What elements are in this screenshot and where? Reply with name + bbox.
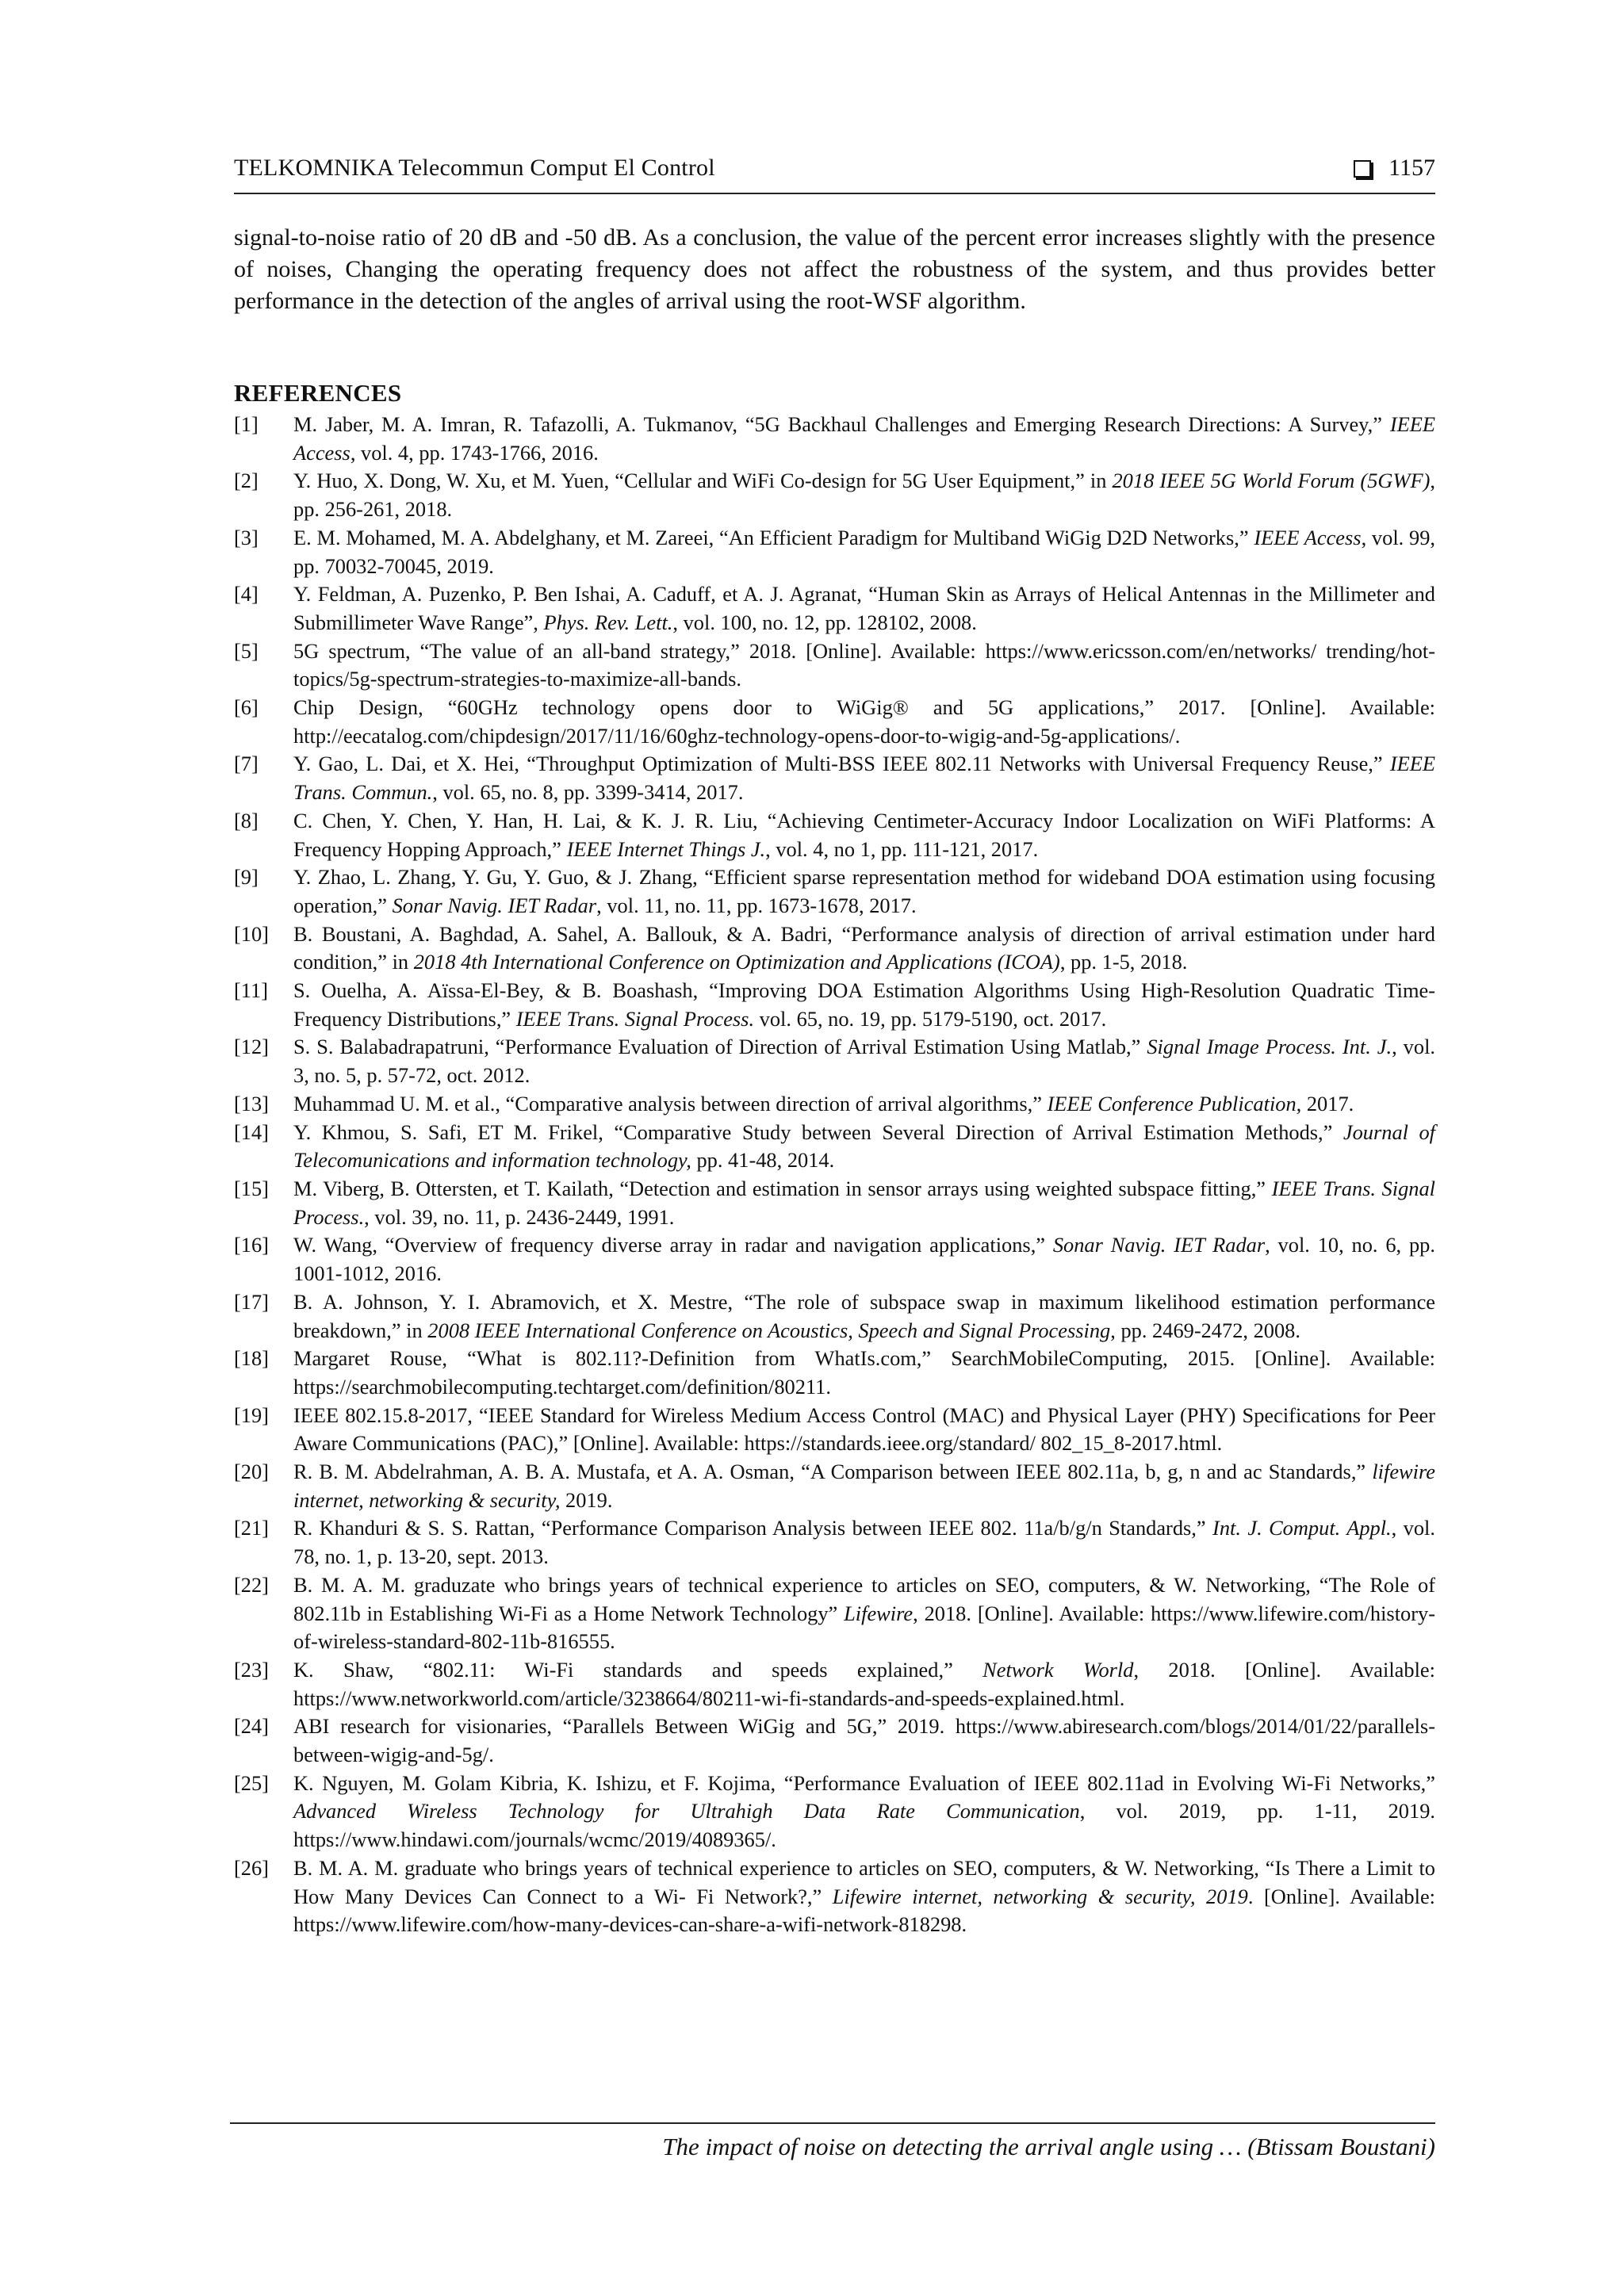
reference-number: [11] bbox=[234, 978, 268, 1003]
reference-text-roman: Y. Feldman, A. Puzenko, P. Ben Ishai, A. Caduff, et A. J. Agranat, “Human Skin as Arrays of Helical Antennas in the Millimeter and Submillimeter Wave Range”, bbox=[293, 582, 1435, 634]
reference-source-italic: Journal of Telecomunications and information technology, bbox=[293, 1119, 1435, 1173]
reference-text bbox=[293, 1119, 1435, 1175]
journal-title: TELKOMNIKA Telecommun Comput El Control bbox=[234, 155, 715, 181]
reference-number: [16] bbox=[234, 1233, 269, 1257]
reference-number: [20] bbox=[234, 1460, 269, 1484]
reference-text bbox=[293, 580, 1435, 637]
running-footer: The impact of noise on detecting the arrival angle using … (Btissam Boustani) bbox=[662, 2133, 1435, 2160]
reference-text-tail: , vol. 10, no. 6, pp. 1001-1012, 2016. bbox=[293, 1233, 1435, 1286]
reference-text-roman: W. Wang, “Overview of frequency diverse array in radar and navigation applications,” bbox=[293, 1233, 1053, 1257]
reference-source-italic: IEEE Internet Things J. bbox=[566, 836, 766, 861]
reference-item bbox=[234, 1854, 1435, 1939]
reference-number: [3] bbox=[234, 525, 259, 549]
reference-text bbox=[293, 1288, 1435, 1345]
reference-source-italic: Advanced Wireless Technology for Ultrahigh Data Rate Communication bbox=[293, 1799, 1080, 1823]
reference-text bbox=[293, 1854, 1435, 1939]
reference-text-tail: , vol. 99, pp. 70032-70045, 2019. bbox=[293, 525, 1435, 578]
reference-text-roman: Y. Huo, X. Dong, W. Xu, et M. Yuen, “Cellular and WiFi Co-design for 5G User Equipment,” in bbox=[293, 469, 1113, 493]
reference-text-roman: B. A. Johnson, Y. I. Abramovich, et X. Mestre, “The role of subspace swap in maximum likelihood estimation performance breakdown,” in bbox=[293, 1289, 1435, 1342]
reference-number: [26] bbox=[234, 1855, 269, 1880]
reference-source-italic: Phys. Rev. Lett. bbox=[543, 610, 673, 634]
reference-text-tail: , vol. 65, no. 8, pp. 3399-3414, 2017. bbox=[432, 780, 744, 805]
reference-number: [22] bbox=[234, 1572, 269, 1597]
reference-text-roman: 5G spectrum, “The value of an all-band strategy,” 2018. [Online]. Available: https://www.ericsson.com/en/networks/ trending/hot-topics/5g-spectrum-strategies-to-maximize-all-bands. bbox=[293, 638, 1435, 691]
reference-source-italic: Signal Image Process. Int. J. bbox=[1147, 1035, 1392, 1059]
reference-number: [15] bbox=[234, 1176, 269, 1200]
reference-item bbox=[234, 1033, 1435, 1089]
reference-source-italic: Lifewire internet, networking & security, 2019 bbox=[832, 1884, 1248, 1908]
reference-text bbox=[293, 1231, 1435, 1288]
reference-number: [12] bbox=[234, 1035, 269, 1059]
reference-text-tail: , vol. 4, no 1, pp. 111-121, 2017. bbox=[765, 836, 1039, 861]
reference-item bbox=[234, 920, 1435, 977]
reference-source-italic: 2008 IEEE International Conference on Acoustics, Speech and Signal Processing bbox=[427, 1318, 1111, 1342]
reference-item bbox=[234, 467, 1435, 523]
reference-number: [21] bbox=[234, 1516, 269, 1540]
reference-text-roman: Muhammad U. M. et al., “Comparative analysis between direction of arrival algorithms,” bbox=[293, 1091, 1048, 1115]
reference-source-italic: Sonar Navig. IET Radar bbox=[392, 893, 597, 917]
reference-text-tail: , 2018. [Online]. Available: https://www.lifewire.com/history-of-wireless-standard-802-11b-816555. bbox=[293, 1601, 1435, 1654]
reference-number: [23] bbox=[234, 1657, 269, 1682]
reference-item bbox=[234, 637, 1435, 694]
reference-item bbox=[234, 1288, 1435, 1345]
reference-text-roman: Y. Zhao, L. Zhang, Y. Gu, Y. Guo, & J. Zhang, “Efficient sparse representation method for wideband DOA estimation using focusing operation,” bbox=[293, 865, 1435, 917]
reference-number: [7] bbox=[234, 752, 259, 776]
reference-text bbox=[293, 1090, 1435, 1119]
reference-source-italic: IEEE Trans. Signal Process. bbox=[293, 1176, 1435, 1229]
reference-text-tail: , vol. 4, pp. 1743-1766, 2016. bbox=[350, 440, 599, 465]
reference-number: [18] bbox=[234, 1346, 269, 1371]
reference-text-tail: , 2018. [Online]. Available: https://www.networkworld.com/article/3238664/80211-wi-fi-standards-and-speeds-explained.html. bbox=[293, 1657, 1435, 1710]
reference-item bbox=[234, 1571, 1435, 1656]
reference-text-tail: , vol. 39, no. 11, p. 2436-2449, 1991. bbox=[364, 1204, 675, 1229]
reference-text bbox=[293, 807, 1435, 863]
reference-text-roman: IEEE 802.15.8-2017, “IEEE Standard for Wireless Medium Access Control (MAC) and Physical Layer (PHY) Specifications for Peer Aware Communications (PAC),” [Online]. Available: https://standards.ieee.org/standard/ 802_15_8-2017.html. bbox=[293, 1402, 1435, 1456]
reference-text-tail: , pp. 1-5, 2018. bbox=[1059, 950, 1188, 974]
reference-text-tail: , vol. 2019, pp. 1-11, 2019. https://www.hindawi.com/journals/wcmc/2019/4089365/. bbox=[293, 1799, 1435, 1852]
reference-item bbox=[234, 807, 1435, 863]
reference-text bbox=[293, 750, 1435, 806]
reference-item bbox=[234, 1090, 1435, 1119]
intro-paragraph: signal-to-noise ratio of 20 dB and -50 dB. As a conclusion, the value of the percent error increases slightly with the presence of noises, Changing the operating frequency does not affect the robustness of the system, and thus provides better performance in the detection of the angles of arrival using the root-WSF algorithm. bbox=[234, 224, 1435, 314]
reference-text-tail: . [Online]. Available: https://www.lifewire.com/how-many-devices-can-share-a-wifi-network-818298. bbox=[293, 1884, 1436, 1937]
reference-text bbox=[293, 863, 1435, 920]
reference-source-italic: IEEE Trans. Commun. bbox=[293, 752, 1435, 805]
reference-number: [10] bbox=[234, 921, 269, 946]
reference-source-italic: IEEE Access bbox=[1254, 525, 1362, 549]
reference-text bbox=[293, 1345, 1435, 1401]
reference-text-tail: , vol. 78, no. 1, p. 13-20, sept. 2013. bbox=[293, 1516, 1435, 1569]
reference-source-italic: Network World bbox=[982, 1657, 1134, 1682]
reference-text-roman: K. Shaw, “802.11: Wi-Fi standards and speeds explained,” bbox=[293, 1657, 983, 1682]
reference-text bbox=[293, 1656, 1435, 1712]
reference-text bbox=[293, 977, 1435, 1033]
reference-text-tail: pp. 41-48, 2014. bbox=[691, 1148, 835, 1173]
footer-divider bbox=[230, 2122, 1435, 2124]
reference-number: [25] bbox=[234, 1770, 269, 1795]
reference-text-roman: M. Jaber, M. A. Imran, R. Tafazolli, A. Tukmanov, “5G Backhaul Challenges and Emerging Research Directions: A Survey,” bbox=[293, 412, 1390, 436]
reference-text bbox=[293, 524, 1435, 580]
reference-source-italic: IEEE Conference Publication, bbox=[1047, 1091, 1302, 1115]
reference-text-roman: B. Boustani, A. Baghdad, A. Sahel, A. Ballouk, & A. Badri, “Performance analysis of direction of arrival estimation under hard condition,” in bbox=[293, 921, 1435, 974]
reference-text bbox=[293, 1458, 1435, 1514]
reference-number: [8] bbox=[234, 808, 259, 832]
reference-text-roman: R. Khanduri & S. S. Rattan, “Performance Comparison Analysis between IEEE 802. 11a/b/g/n Standards,” bbox=[293, 1516, 1213, 1540]
reference-text-roman: Y. Khmou, S. Safi, ET M. Frikel, “Comparative Study between Several Direction of Arrival Estimation Methods,” bbox=[293, 1119, 1343, 1144]
reference-source-italic: 2018 4th International Conference on Optimization and Applications (ICOA) bbox=[413, 950, 1060, 974]
reference-source-italic: Int. J. Comput. Appl. bbox=[1212, 1516, 1392, 1540]
reference-text bbox=[293, 920, 1435, 977]
reference-item bbox=[234, 1514, 1435, 1571]
reference-text bbox=[293, 1571, 1435, 1656]
reference-item bbox=[234, 1458, 1435, 1514]
reference-text bbox=[293, 467, 1435, 523]
reference-number: [2] bbox=[234, 469, 259, 493]
square-icon bbox=[1354, 160, 1371, 178]
reference-text-roman: K. Nguyen, M. Golam Kibria, K. Ishizu, et F. Kojima, “Performance Evaluation of IEEE 802.11ad in Evolving Wi-Fi Networks,” bbox=[293, 1770, 1435, 1795]
reference-item bbox=[234, 977, 1435, 1033]
reference-text-tail: vol. 65, no. 19, pp. 5179-5190, oct. 2017. bbox=[754, 1006, 1107, 1031]
page-number: 1157 bbox=[1388, 155, 1435, 181]
reference-text bbox=[293, 637, 1435, 694]
reference-text-roman: ABI research for visionaries, “Parallels Between WiGig and 5G,” 2019. https://www.abiresearch.com/blogs/2014/01/22/parallels-between-wigig-and-5g/. bbox=[293, 1714, 1435, 1767]
reference-text bbox=[293, 1175, 1435, 1231]
reference-item bbox=[234, 1402, 1435, 1458]
reference-text-tail: , vol. 3, no. 5, p. 57-72, oct. 2012. bbox=[293, 1035, 1435, 1088]
reference-text-tail: 2019. bbox=[560, 1487, 613, 1512]
reference-number: [13] bbox=[234, 1091, 269, 1115]
reference-text-roman: Y. Gao, L. Dai, et X. Hei, “Throughput Optimization of Multi-BSS IEEE 802.11 Networks with Universal Frequency Reuse,” bbox=[293, 752, 1390, 776]
reference-item bbox=[234, 750, 1435, 806]
reference-source-italic: Sonar Navig. IET Radar bbox=[1052, 1233, 1266, 1257]
reference-number: [4] bbox=[234, 582, 259, 607]
reference-text bbox=[293, 411, 1435, 467]
reference-item bbox=[234, 1119, 1435, 1175]
reference-text-tail: 2017. bbox=[1301, 1091, 1354, 1115]
reference-text-tail: , pp. 256-261, 2018. bbox=[293, 469, 1435, 522]
reference-item bbox=[234, 863, 1435, 920]
reference-item bbox=[234, 580, 1435, 637]
reference-text-tail: , vol. 100, no. 12, pp. 128102, 2008. bbox=[672, 610, 977, 634]
page-number-box bbox=[1354, 155, 1435, 182]
reference-item bbox=[234, 411, 1435, 467]
reference-text bbox=[293, 1514, 1435, 1571]
reference-item bbox=[234, 524, 1435, 580]
reference-text bbox=[293, 1402, 1435, 1458]
reference-text-roman: B. M. A. M. graduate who brings years of technical experience to articles on SEO, computers, & W. Networking, “Is There a Limit to How Many Devices Can Connect to a Wi- Fi Network?,” bbox=[293, 1855, 1435, 1908]
reference-text bbox=[293, 694, 1435, 750]
reference-source-italic: IEEE Trans. Signal Process. bbox=[515, 1006, 755, 1031]
references-heading: REFERENCES bbox=[234, 379, 402, 407]
reference-text-roman: B. M. A. M. graduzate who brings years of technical experience to articles on SEO, computers, & W. Networking, “The Role of 802.11b in Establishing Wi-Fi as a Home Network Technology” bbox=[293, 1572, 1435, 1625]
reference-number: [19] bbox=[234, 1402, 269, 1427]
reference-text-roman: S. S. Balabadrapatruni, “Performance Evaluation of Direction of Arrival Estimation Using Matlab,” bbox=[293, 1035, 1147, 1059]
reference-number: [17] bbox=[234, 1289, 269, 1314]
reference-text-roman: M. Viberg, B. Ottersten, et T. Kailath, “Detection and estimation in sensor arrays using weighted subspace fitting,” bbox=[293, 1176, 1272, 1200]
reference-item bbox=[234, 1770, 1435, 1854]
reference-source-italic: 2018 IEEE 5G World Forum (5GWF) bbox=[1112, 469, 1431, 493]
reference-item bbox=[234, 1231, 1435, 1288]
reference-item bbox=[234, 1656, 1435, 1712]
reference-text bbox=[293, 1033, 1435, 1089]
reference-item bbox=[234, 1175, 1435, 1231]
reference-number: [9] bbox=[234, 865, 259, 890]
reference-number: [14] bbox=[234, 1119, 269, 1144]
reference-number: [5] bbox=[234, 638, 259, 663]
reference-text-tail: , pp. 2469-2472, 2008. bbox=[1110, 1318, 1300, 1342]
reference-number: [1] bbox=[234, 412, 259, 436]
reference-text-tail: , vol. 11, no. 11, pp. 1673-1678, 2017. bbox=[596, 893, 917, 917]
reference-source-italic: IEEE Access bbox=[293, 412, 1435, 465]
reference-text bbox=[293, 1770, 1435, 1854]
reference-text bbox=[293, 1712, 1435, 1769]
reference-source-italic: lifewire internet, networking & security, bbox=[293, 1460, 1435, 1512]
reference-text-roman: S. Ouelha, A. Aïssa-El-Bey, & B. Boashash, “Improving DOA Estimation Algorithms Using High-Resolution Quadratic Time-Frequency Distributions,” bbox=[293, 978, 1435, 1031]
reference-number: [6] bbox=[234, 695, 259, 720]
reference-text-roman: Margaret Rouse, “What is 802.11?-Definition from WhatIs.com,” SearchMobileComputing, 2015. [Online]. Available: https://searchmobilecomputing.techtarget.com/definition/80211. bbox=[293, 1346, 1435, 1399]
reference-number: [24] bbox=[234, 1714, 269, 1739]
reference-text-roman: Chip Design, “60GHz technology opens door to WiGig® and 5G applications,” 2017. [Online]. Available: http://eecatalog.com/chipdesign/2017/11/16/60ghz-technology-opens-door-to-wigig-and-5g-applications/. bbox=[293, 695, 1435, 748]
reference-item bbox=[234, 1345, 1435, 1401]
reference-text-roman: E. M. Mohamed, M. A. Abdelghany, et M. Zareei, “An Efficient Paradigm for Multiband WiGig D2D Networks,” bbox=[293, 525, 1254, 549]
reference-item bbox=[234, 1712, 1435, 1769]
reference-text-roman: C. Chen, Y. Chen, Y. Han, H. Lai, & K. J. R. Liu, “Achieving Centimeter-Accuracy Indoor Localization on WiFi Platforms: A Frequency Hopping Approach,” bbox=[293, 808, 1435, 861]
reference-source-italic: Lifewire bbox=[844, 1601, 914, 1625]
references-list bbox=[234, 411, 1435, 1939]
reference-item bbox=[234, 694, 1435, 750]
reference-text-roman: R. B. M. Abdelrahman, A. B. A. Mustafa, et A. A. Osman, “A Comparison between IEEE 802.11a, b, g, n and ac Standards,” bbox=[293, 1460, 1373, 1484]
running-header bbox=[234, 155, 1435, 194]
